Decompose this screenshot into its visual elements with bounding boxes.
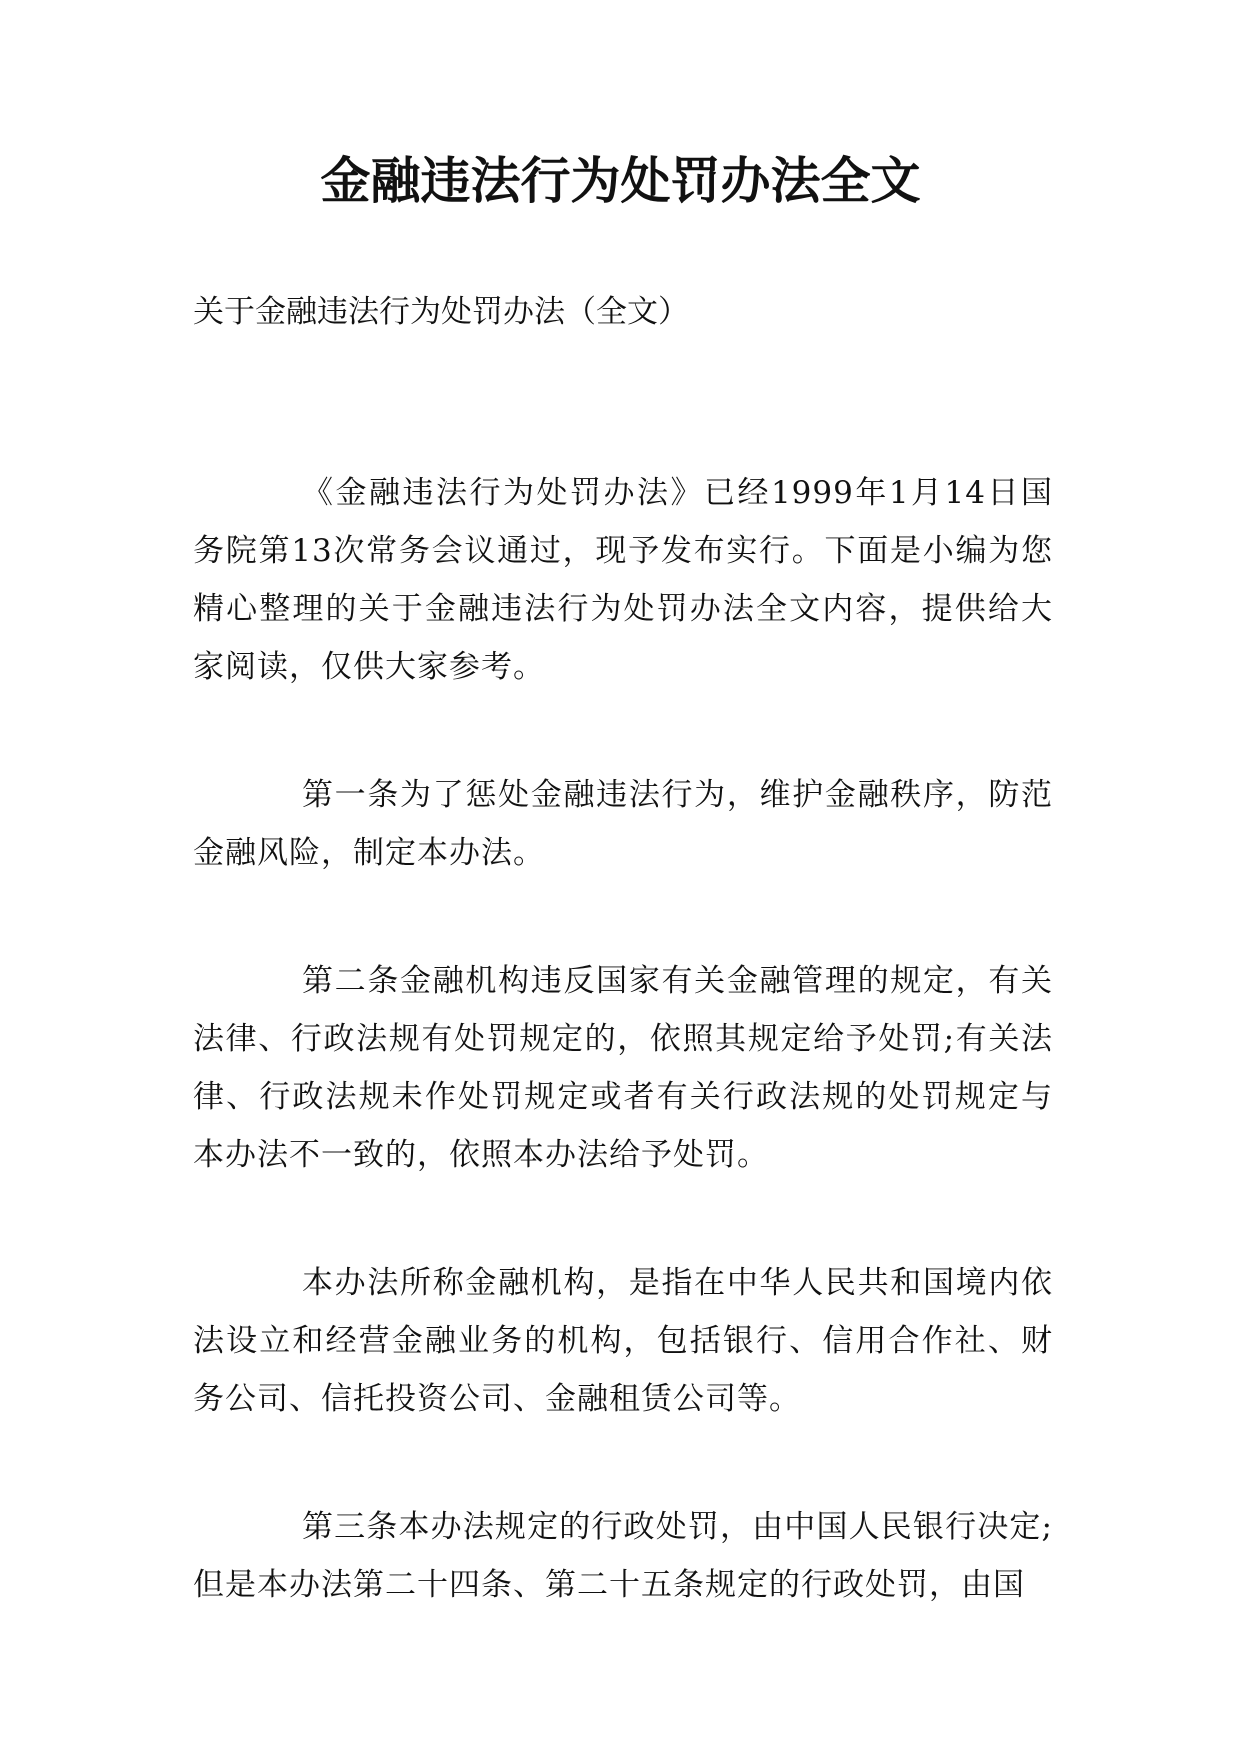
paragraph-article-2-definition: 本办法所称金融机构，是指在中华人民共和国境内依法设立和经营金融业务的机构，包括银行、信用合作社、财务公司、信托投资公司、金融租赁公司等。 (193, 1265, 1053, 1417)
paragraph-intro: 《金融违法行为处罚办法》已经1999年1月14日国务院第13次常务会议通过，现予发布实行。下面是小编为您精心整理的关于金融违法行为处罚办法全文内容，提供给大家阅读，仅供大家参考。 (193, 475, 1053, 685)
document-title: 金融违法行为处罚办法全文 (320, 151, 921, 210)
document-subtitle: 关于金融违法行为处罚办法（全文） (193, 294, 689, 330)
paragraph-article-1: 第一条为了惩处金融违法行为，维护金融秩序，防范金融风险，制定本办法。 (193, 777, 1053, 871)
paragraph-article-2: 第二条金融机构违反国家有关金融管理的规定，有关法律、行政法规有处罚规定的，依照其规定给予处罚;有关法律、行政法规未作处罚规定或者有关行政法规的处罚规定与本办法不一致的，依照本办法给予处罚。 (193, 963, 1053, 1173)
paragraph-article-3: 第三条本办法规定的行政处罚，由中国人民银行决定;但是本办法第二十四条、第二十五条规定的行政处罚，由国 (193, 1509, 1053, 1603)
document-body (193, 464, 1053, 1684)
